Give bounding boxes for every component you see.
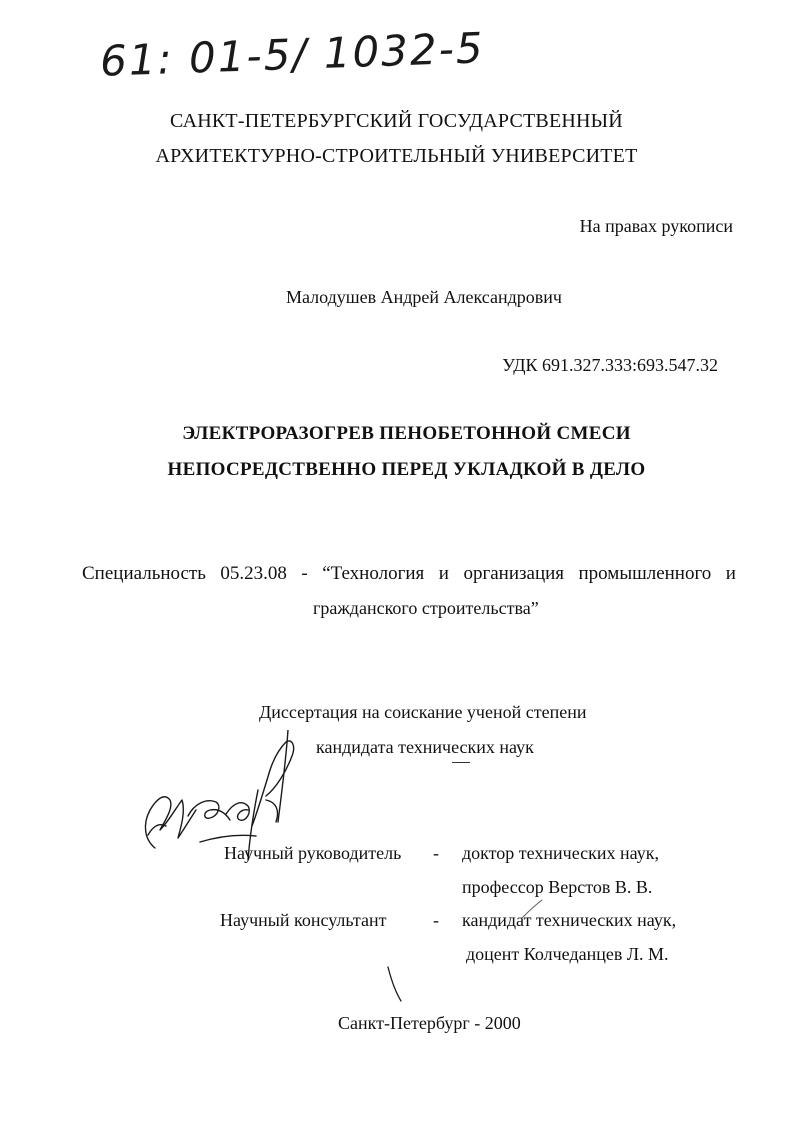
specialty-word: промышленного xyxy=(578,563,712,584)
specialty-line-2: гражданского строительства” xyxy=(313,598,539,618)
specialty-word: Специальность xyxy=(82,563,206,584)
degree-line-1: Диссертация на соискание ученой степени xyxy=(259,702,587,722)
supervisor-name: профессор Верстов В. В. xyxy=(462,877,653,897)
specialty-word: и xyxy=(725,563,736,584)
udc-code: УДК 691.327.333:693.547.32 xyxy=(502,355,718,375)
author-name: Малодушев Андрей Александрович xyxy=(286,287,562,307)
thesis-title-line-2: НЕПОСРЕДСТВЕННО ПЕРЕД УКЛАДКОЙ В ДЕЛО xyxy=(167,459,646,480)
consultant-title: кандидат технических наук, xyxy=(462,910,677,930)
specialty-word: и xyxy=(438,563,449,584)
thesis-title-line-1: ЭЛЕКТРОРАЗОГРЕВ ПЕНОБЕТОННОЙ СМЕСИ xyxy=(182,423,631,444)
specialty-line-1 xyxy=(82,563,736,585)
handwritten-archive-number: 61: 01-5/ 1032-5 xyxy=(99,23,486,86)
manuscript-rights: На правах рукописи xyxy=(579,216,733,236)
supervisor-label: Научный руководитель xyxy=(224,843,402,863)
pen-mark xyxy=(520,898,544,922)
degree-line-2: кандидата технических наук xyxy=(316,737,534,757)
supervisor-dash: - xyxy=(433,843,439,863)
consultant-label: Научный консультант xyxy=(220,910,387,930)
specialty-word: организация xyxy=(463,563,565,584)
supervisor-title: доктор технических наук, xyxy=(462,843,659,863)
place-and-year: Санкт-Петербург - 2000 xyxy=(338,1013,521,1033)
consultant-name: доцент Колчеданцев Л. М. xyxy=(466,944,669,964)
university-line-1: САНКТ-ПЕТЕРБУРГСКИЙ ГОСУДАРСТВЕННЫЙ xyxy=(170,110,623,132)
specialty-word: - xyxy=(301,563,308,584)
consultant-dash: - xyxy=(433,910,439,930)
university-line-2: АРХИТЕКТУРНО-СТРОИТЕЛЬНЫЙ УНИВЕРСИТЕТ xyxy=(155,145,638,167)
pen-mark xyxy=(385,965,405,1005)
specialty-word: 05.23.08 xyxy=(220,563,287,584)
ink-mark xyxy=(452,762,470,763)
specialty-word: “Технология xyxy=(322,563,425,584)
